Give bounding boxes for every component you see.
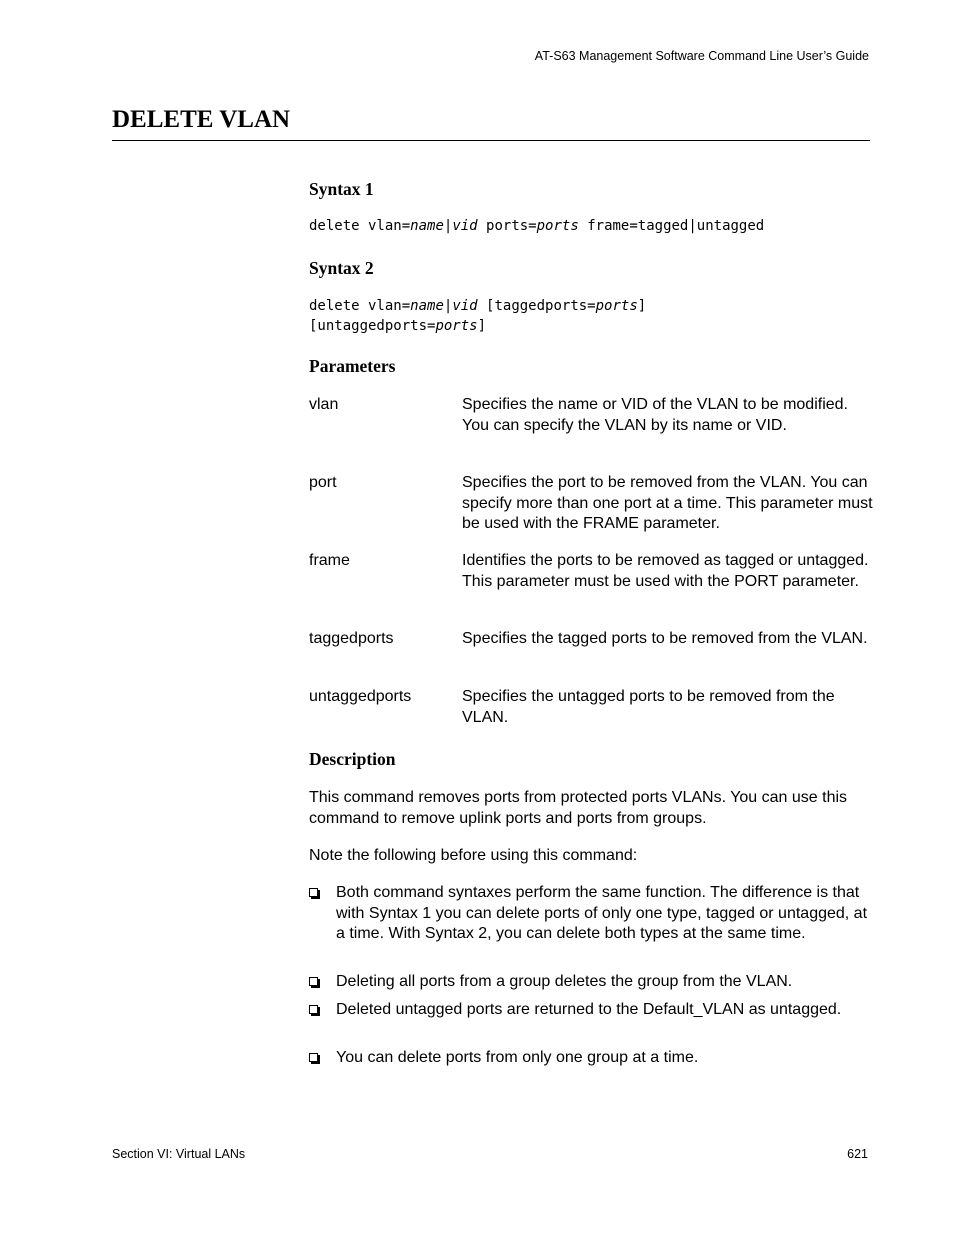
syntax2-command-line2 [309, 316, 486, 336]
syntax2-command-line1 [309, 296, 646, 316]
code-literal: delete vlan= [309, 218, 411, 234]
code-placeholder: name [410, 218, 444, 234]
syntax2-heading: Syntax 2 [309, 258, 374, 278]
param-name-untaggedports: untaggedports [309, 688, 412, 705]
param-name-frame: frame [309, 552, 350, 569]
param-desc-taggedports: Specifies the tagged ports to be removed from the VLAN. [462, 630, 868, 647]
code-placeholder: ports [536, 218, 579, 234]
code-placeholder: name [410, 298, 444, 314]
code-literal: | [443, 218, 453, 234]
checkbox-bullet-icon [309, 888, 318, 897]
code-literal: frame=tagged|untagged [578, 218, 765, 234]
page-title: DELETE VLAN [112, 106, 291, 133]
syntax1-command [309, 216, 764, 236]
code-placeholder: ports [435, 318, 478, 334]
code-placeholder: ports [595, 298, 638, 314]
page-number: 621 [847, 1147, 868, 1161]
checkbox-bullet-icon [309, 1053, 318, 1062]
running-header: AT-S63 Management Software Command Line User’s Guide [534, 49, 869, 63]
code-placeholder: vid [452, 298, 478, 314]
param-name-port: port [309, 474, 337, 491]
checkbox-bullet-icon [309, 977, 318, 986]
note-intro: Note the following before using this command: [309, 847, 638, 864]
bullet-item: Deleted untagged ports are returned to the Default_VLAN as untagged. [336, 1001, 842, 1018]
syntax1-heading: Syntax 1 [309, 179, 374, 199]
param-desc-vlan: Specifies the name or VID of the VLAN to be modified. You can specify the VLAN by its name or VID. [462, 396, 848, 434]
footer-section: Section VI: Virtual LANs [112, 1147, 246, 1161]
bullet-item: Deleting all ports from a group deletes the group from the VLAN. [336, 973, 793, 990]
description-heading: Description [309, 749, 396, 769]
code-placeholder: vid [452, 218, 478, 234]
code-literal: [untaggedports= [309, 318, 436, 334]
param-desc-port: Specifies the port to be removed from the VLAN. You can specify more than one port at a time. This parameter must be used with the FRAME parameter. [462, 474, 873, 532]
bullet-item: You can delete ports from only one group at a time. [336, 1049, 699, 1066]
code-literal: ports= [477, 218, 537, 234]
code-literal: ] [637, 298, 647, 314]
title-rule [112, 140, 870, 141]
param-desc-frame: Identifies the ports to be removed as tagged or untagged. This parameter must be used with the PORT parameter. [462, 552, 869, 590]
code-literal: | [443, 298, 453, 314]
code-literal: [taggedports= [477, 298, 596, 314]
checkbox-bullet-icon [309, 1005, 318, 1014]
code-literal: ] [477, 318, 487, 334]
param-desc-untaggedports: Specifies the untagged ports to be removed from the VLAN. [462, 688, 835, 726]
param-name-taggedports: taggedports [309, 630, 394, 647]
code-literal: delete vlan= [309, 298, 411, 314]
description-paragraph: This command removes ports from protected ports VLANs. You can use this command to remove uplink ports and ports from groups. [309, 789, 848, 827]
param-name-vlan: vlan [309, 396, 339, 413]
parameters-heading: Parameters [309, 356, 396, 376]
bullet-item: Both command syntaxes perform the same function. The difference is that with Syntax 1 you can delete ports of only one type, tagged or untagged, at a time. With Syntax 2, you can delete both types at the same time. [336, 884, 868, 942]
